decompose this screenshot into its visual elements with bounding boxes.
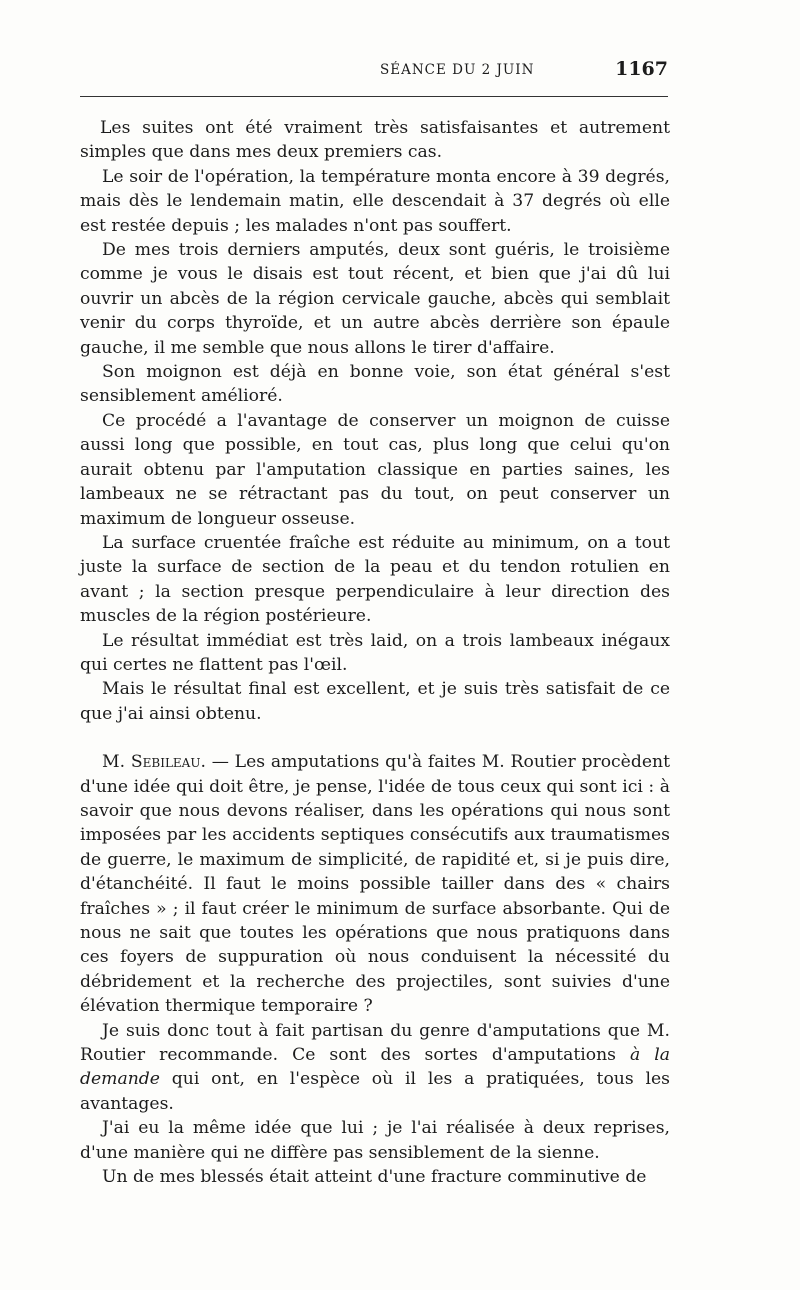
emphasis-text: à la demande (80, 1045, 670, 1090)
paragraph: Le soir de l'opération, la température monta encore à 39 degrés, mais dès le lendemain matin, elle descendait à 37 degrés où elle est restée depuis ; les malades n'ont pas souffert. (80, 166, 670, 236)
speech-text: — Les amputations qu'à faites M. Routier procèdent d'une idée qui doit être, je pense, l'idée de tous ceux qui sont ici : à savoir que nous devons réaliser, dans les opérations qui nous sont imposées par les accidents septiques consécutifs aux traumatismes de guerre, le maximum de simplicité, de rapidité et, si je puis dire, d'étanchéité. Il faut le moins possible tailler dans des « chairs fraîches » ; il faut créer le minimum de surface absorbante. Qui de nous ne sait que toutes les opérations que nous pratiquons dans ces foyers de suppuration où nous conduisent la nécessité du débridement et la recherche des projectiles, sont suivies d'une élévation thermique temporaire ? (80, 752, 670, 1017)
body-text (80, 116, 670, 1189)
page-number: 1167 (615, 58, 668, 80)
paragraph: J'ai eu la même idée que lui ; je l'ai réalisée à deux reprises, d'une manière qui ne diffère pas sensiblement de la sienne. (80, 1118, 670, 1163)
page-header (80, 58, 668, 88)
header-rule (80, 96, 668, 97)
paragraph: Mais le résultat final est excellent, et je suis très satisfait de ce que j'ai ainsi obtenu. (80, 679, 670, 724)
paragraph: De mes trois derniers amputés, deux sont guéris, le troisième comme je vous le disais est tout récent, et bien que j'ai dû lui ouvrir un abcès de la région cervicale gauche, abcès qui semblait venir du corps thyroïde, et un autre abcès derrière son épaule gauche, il me semble que nous allons le tirer d'affaire. (80, 240, 670, 358)
paragraph-amputations (80, 1019, 670, 1117)
speech-paragraph (80, 750, 670, 1018)
paragraph: Son moignon est déjà en bonne voie, son état général s'est sensiblement amélioré. (80, 362, 670, 407)
paragraph: Un de mes blessés était atteint d'une fracture comminutive de (102, 1167, 647, 1188)
paragraph: Ce procédé a l'avantage de conserver un moignon de cuisse aussi long que possible, en tout cas, plus long que celui qu'on aurait obtenu par l'amputation classique en parties saines, les lambeaux ne se rétractant pas du tout, on peut conserver un maximum de longueur osseuse. (80, 410, 670, 529)
paragraph: Le résultat immédiat est très laid, on a trois lambeaux inégaux qui certes ne flattent pas l'œil. (80, 630, 670, 675)
amputations-text-before: Je suis donc tout à fait partisan du genre d'amputations que M. Routier recommande. Ce sont des sortes d'amputations (80, 1020, 670, 1066)
paragraph: Les suites ont été vraiment très satisfaisantes et autrement simples que dans mes deux premiers cas. (80, 118, 670, 163)
running-title: SÉANCE DU 2 JUIN (380, 62, 535, 78)
paragraph: La surface cruentée fraîche est réduite au minimum, on a tout juste la surface de section de la peau et du tendon rotulien en avant ; la section presque perpendiculaire à leur direction des muscles de la région postérieure. (80, 532, 670, 627)
speaker-name: M. Sebileau. (102, 752, 206, 773)
amputations-text-after: qui ont, en l'espèce où il les a pratiquées, tous les avantages. (80, 1069, 670, 1114)
